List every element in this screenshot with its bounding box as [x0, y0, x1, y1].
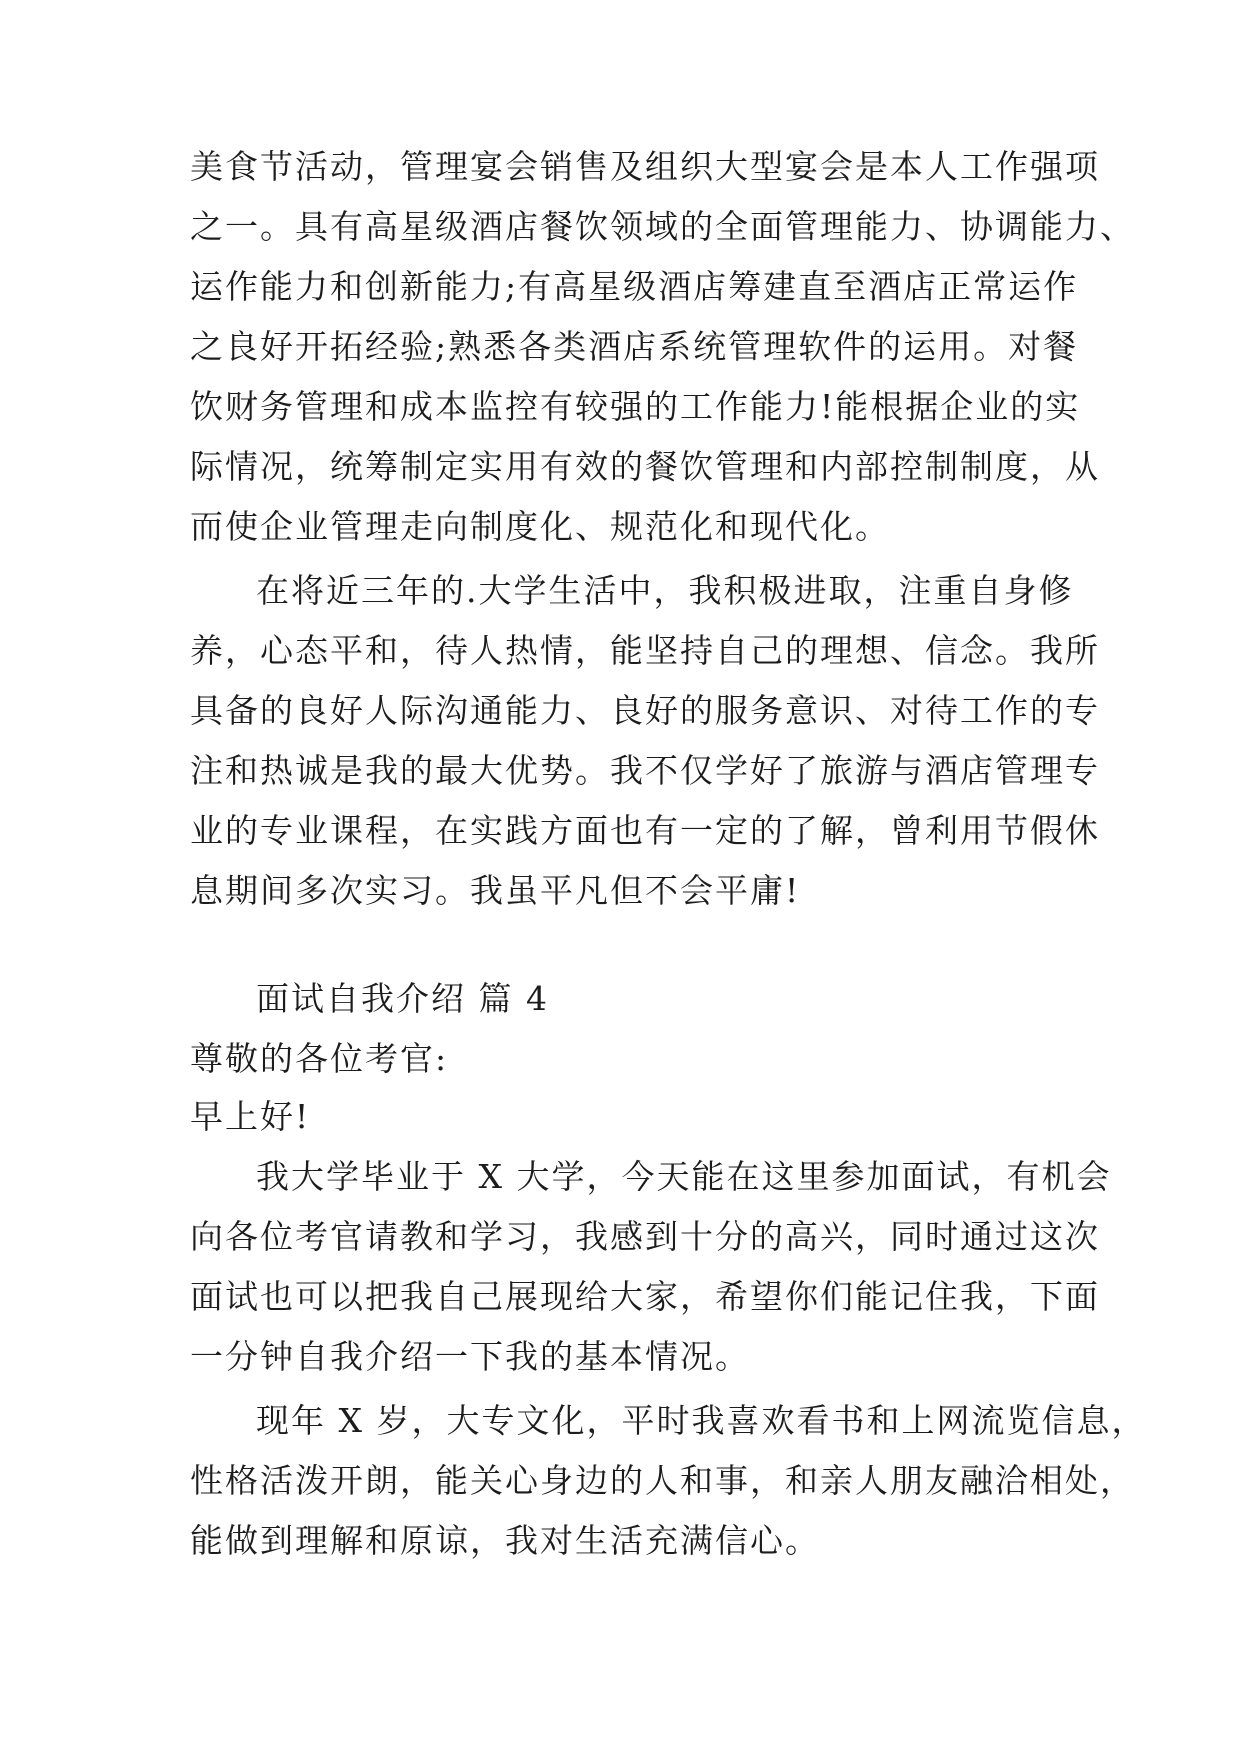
paragraph-line: 能做到理解和原谅，我对生活充满信心。: [190, 1521, 820, 1560]
paragraph-line: 在将近三年的.大学生活中，我积极进取，注重自身修: [256, 571, 1074, 610]
paragraph-line: 面试也可以把我自己展现给大家，希望你们能记住我，下面: [190, 1277, 1100, 1316]
paragraph-line: 美食节活动，管理宴会销售及组织大型宴会是本人工作强项: [190, 147, 1100, 186]
paragraph-line: 饮财务管理和成本监控有较强的工作能力!能根据企业的实: [190, 387, 1081, 426]
paragraph-line: 一分钟自我介绍一下我的基本情况。: [190, 1337, 750, 1376]
paragraph-line: 性格活泼开朗，能关心身边的人和事，和亲人朋友融洽相处，: [190, 1461, 1135, 1500]
paragraph-line: 养，心态平和，待人热情，能坚持自己的理想、信念。我所: [190, 631, 1100, 670]
paragraph-line: 运作能力和创新能力;有高星级酒店筹建直至酒店正常运作: [190, 267, 1079, 306]
paragraph-line: 我大学毕业于 X 大学，今天能在这里参加面试，有机会: [256, 1157, 1112, 1196]
paragraph-line: 业的专业课程，在实践方面也有一定的了解，曾利用节假休: [190, 811, 1100, 850]
paragraph-line: 之一。具有高星级酒店餐饮领域的全面管理能力、协调能力、: [190, 207, 1135, 246]
salutation: 尊敬的各位考官:: [190, 1039, 449, 1078]
paragraph-line: 注和热诚是我的最大优势。我不仅学好了旅游与酒店管理专: [190, 751, 1100, 790]
section-heading: 面试自我介绍 篇 4: [256, 979, 549, 1018]
paragraph-line: 息期间多次实习。我虽平凡但不会平庸!: [190, 871, 801, 910]
greeting: 早上好!: [190, 1097, 311, 1136]
paragraph-line: 之良好开拓经验;熟悉各类酒店系统管理软件的运用。对餐: [190, 327, 1079, 366]
paragraph-line: 际情况，统筹制定实用有效的餐饮管理和内部控制制度，从: [190, 447, 1100, 486]
paragraph-line: 而使企业管理走向制度化、规范化和现代化。: [190, 507, 890, 546]
paragraph-line: 向各位考官请教和学习，我感到十分的高兴，同时通过这次: [190, 1217, 1100, 1256]
paragraph-line: 现年 X 岁，大专文化，平时我喜欢看书和上网流览信息，: [256, 1401, 1147, 1440]
paragraph-line: 具备的良好人际沟通能力、良好的服务意识、对待工作的专: [190, 691, 1100, 730]
